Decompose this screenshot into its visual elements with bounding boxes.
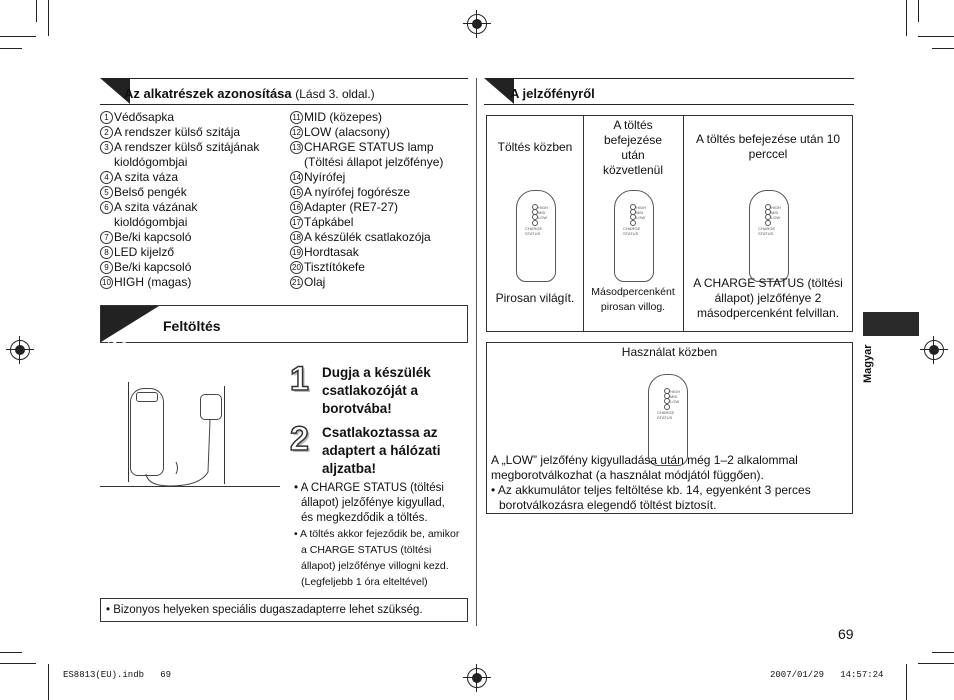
step-text [322, 424, 472, 478]
part-label: A szita vázának [114, 200, 198, 214]
part-label: A készülék csatlakozója [304, 230, 431, 244]
part-label: Tápkábel [304, 215, 354, 229]
part-number-icon: 9 [100, 261, 113, 274]
part-item [100, 260, 290, 275]
caption-line: A töltés [613, 118, 653, 132]
part-number-icon: 14 [290, 171, 303, 184]
lamp-label: HIGH [538, 205, 548, 210]
step-text-line: adaptert a hálózati [322, 443, 441, 458]
part-label: CHARGE STATUS lamp [304, 140, 434, 154]
part-number-icon: 8 [100, 246, 113, 259]
page-number: 69 [838, 626, 854, 642]
lamp-label: LOW [636, 215, 646, 220]
language-tab [863, 312, 919, 336]
crop-mark [48, 0, 49, 36]
usage-bullet-line: • Az akkumulátor teljes feltöltése kb. 14, egyenként 3 perces [491, 483, 811, 497]
part-item [290, 230, 470, 245]
crop-mark [918, 663, 954, 664]
bullet-line: a CHARGE STATUS (töltési [301, 544, 432, 556]
part-label: A rendszer külső szitája [114, 125, 241, 139]
part-item [100, 245, 290, 260]
part-item [290, 170, 470, 185]
part-item [100, 275, 290, 290]
part-number-icon: 21 [290, 276, 303, 289]
caption-line: Pirosan világít. [495, 291, 575, 305]
usage-line: megborotválkozhat (a használat módjától függően). [491, 468, 764, 482]
registration-mark-icon [467, 14, 487, 34]
caption-line: után [621, 148, 645, 162]
part-item [100, 110, 290, 125]
registration-mark-icon [467, 668, 487, 688]
panel-top-caption [683, 132, 853, 162]
step-text-line: csatlakozóját a [322, 383, 419, 398]
charging-tab-label: Töltés [105, 313, 153, 354]
lamp-label: MID [636, 210, 644, 215]
part-item [290, 125, 470, 140]
usage-title: Használat közben [621, 345, 718, 359]
part-label-cont: kioldógombjai [114, 155, 188, 169]
caption-line: A CHARGE STATUS (töltési [693, 276, 843, 290]
caption-line: perccel [748, 147, 788, 161]
part-label-cont: kioldógombjai [114, 215, 188, 229]
part-item [290, 140, 470, 155]
status-label: STATUS [525, 231, 541, 236]
lamp-label: LOW [670, 399, 680, 404]
lamp-label: MID [670, 394, 678, 399]
part-number-icon: 2 [100, 126, 113, 139]
registration-mark-icon [10, 340, 30, 360]
registration-mark-icon [924, 340, 944, 360]
step-text-line: Csatlakoztassa az [322, 425, 438, 440]
part-label: Be/ki kapcsoló [114, 260, 192, 274]
parts-list-left [100, 110, 290, 290]
bullet-line: és megkezdődik a töltés. [301, 512, 428, 524]
part-label: HIGH (magas) [114, 275, 192, 289]
status-label: STATUS [657, 415, 673, 420]
bullet-line: állapot) jelzőfénye kigyullad, [301, 497, 445, 509]
crop-mark [932, 48, 954, 49]
language-label: Magyar [862, 344, 874, 383]
part-label: A szita váza [114, 170, 179, 184]
shaver-diagram-icon [749, 190, 789, 282]
usage-line: A „LOW” jelzőfény kigyulladása után még 1–2 alkalommal [491, 453, 798, 467]
part-label: LOW (alacsony) [304, 125, 391, 139]
caption-line: befejezése [603, 133, 663, 147]
part-label: Be/ki kapcsoló [114, 230, 192, 244]
caption-line: állapot) jelzőfénye 2 [714, 291, 822, 305]
part-item [100, 230, 290, 245]
charging-bullet-1 [294, 481, 474, 526]
part-number-icon: 11 [290, 111, 303, 124]
step-text-line: Dugja a készülék [322, 365, 431, 380]
part-label: MID (közepes) [304, 110, 383, 124]
panel-top-caption [487, 140, 583, 155]
part-number-icon: 15 [290, 186, 303, 199]
part-label: LED kijelző [114, 245, 175, 259]
part-item [100, 185, 290, 200]
charging-title: Feltöltés [163, 318, 221, 334]
part-item [290, 245, 470, 260]
part-label: Belső pengék [114, 185, 187, 199]
panel-bottom-caption [487, 291, 583, 306]
part-item [290, 200, 470, 215]
crop-mark [48, 664, 49, 700]
part-label-cont: (Töltési állapot jelzőfénye) [304, 155, 444, 169]
caption-line: másodpercenként felvillan. [696, 306, 840, 320]
status-label: STATUS [623, 231, 639, 236]
part-label: A nyírófej fogórésze [304, 185, 411, 199]
power-cord-icon [100, 362, 280, 486]
part-label: A rendszer külső szitájának [114, 140, 260, 154]
indicator-title: A jelzőfényről [510, 86, 595, 101]
parts-section-header [100, 78, 468, 105]
step-number: 1 [290, 360, 309, 398]
crop-mark [906, 664, 907, 700]
usage-bullet-line: borotválkozásra elegendő töltést biztosít. [499, 498, 717, 512]
caption-line: A töltés befejezése után 10 [695, 132, 841, 146]
part-number-icon: 4 [100, 171, 113, 184]
bullet-line: • A CHARGE STATUS (töltési [294, 482, 444, 494]
crop-mark [0, 36, 36, 37]
part-item [290, 110, 470, 125]
crop-mark [932, 652, 954, 653]
part-number-icon: 1 [100, 111, 113, 124]
lamp-label: HIGH [670, 389, 680, 394]
part-item [100, 200, 290, 215]
part-number-icon: 7 [100, 231, 113, 244]
lamp-label: MID [771, 210, 779, 215]
part-number-icon: 12 [290, 126, 303, 139]
part-item [100, 170, 290, 185]
part-number-icon: 20 [290, 261, 303, 274]
footer-date: 2007/01/29 14:57:24 [770, 670, 884, 680]
caption-line: pirosan villog. [600, 301, 666, 313]
caption-line: közvetlenül [602, 163, 664, 177]
shaver-diagram-icon [516, 190, 556, 282]
part-number-icon: 17 [290, 216, 303, 229]
column-divider [476, 78, 477, 626]
part-item [290, 275, 470, 290]
charge-label: CHARGE [657, 410, 675, 415]
part-number-icon: 6 [100, 201, 113, 214]
usage-box [486, 342, 853, 514]
crop-mark [0, 652, 22, 653]
caption-line: Másodpercenként [591, 286, 675, 298]
crop-mark [0, 48, 22, 49]
shaver-diagram-icon [614, 190, 654, 282]
step-text [322, 364, 472, 418]
charging-illustration [100, 362, 280, 487]
step-number: 2 [290, 420, 309, 458]
step-text-line: borotvába! [322, 401, 392, 416]
part-item [290, 260, 470, 275]
part-number-icon: 18 [290, 231, 303, 244]
part-number-icon: 5 [100, 186, 113, 199]
parts-title: Az alkatrészek azonosítása [124, 86, 292, 101]
part-label: Nyírófej [304, 170, 346, 184]
lamp-label: LOW [538, 215, 548, 220]
lamp-label: MID [538, 210, 546, 215]
lamp-label: HIGH [771, 205, 781, 210]
part-number-icon: 13 [290, 141, 303, 154]
part-label: Hordtasak [304, 245, 359, 259]
part-number-icon: 19 [290, 246, 303, 259]
part-number-icon: 3 [100, 141, 113, 154]
note-text: • Bizonyos helyeken speciális dugaszadapterre lehet szükség. [106, 604, 423, 616]
panel-bottom-caption [583, 285, 683, 315]
panel-top-caption [583, 118, 683, 178]
crop-mark [918, 0, 919, 22]
indicator-section-header [484, 78, 854, 105]
step-text-line: aljzatba! [322, 461, 377, 476]
part-label: Tisztítókefe [304, 260, 365, 274]
footer-file: ES8813(EU).indb 69 [63, 670, 172, 680]
part-label: Adapter (RE7-27) [304, 200, 399, 214]
note-box [100, 598, 468, 622]
crop-mark [0, 663, 36, 664]
panel-bottom-caption [683, 276, 853, 321]
part-item [290, 215, 470, 230]
parts-list-right [290, 110, 470, 290]
charge-label: CHARGE [623, 226, 641, 231]
part-item [100, 140, 290, 155]
charge-label: CHARGE [758, 226, 776, 231]
charge-label: CHARGE [525, 226, 543, 231]
part-item [100, 125, 290, 140]
part-number-icon: 16 [290, 201, 303, 214]
charging-bullet-2 [294, 526, 474, 590]
charging-header-box [100, 305, 468, 354]
lamp-label: HIGH [636, 205, 646, 210]
caption-line: Töltés közben [497, 140, 573, 154]
part-label: Olaj [304, 275, 326, 289]
part-number-icon: 10 [100, 276, 113, 289]
bullet-line: • A töltés akkor fejeződik be, amikor [294, 528, 460, 540]
part-item [290, 185, 470, 200]
bullet-line: állapot) jelzőfénye villogni kezd. [301, 560, 449, 572]
crop-mark [906, 0, 907, 36]
crop-mark [36, 0, 37, 22]
crop-mark [918, 36, 954, 37]
status-label: STATUS [758, 231, 774, 236]
lamp-label: LOW [771, 215, 781, 220]
part-label: Védősapka [114, 110, 175, 124]
bullet-line: (Legfeljebb 1 óra elteltével) [301, 576, 428, 588]
parts-ref: (Lásd 3. oldal.) [295, 87, 375, 101]
